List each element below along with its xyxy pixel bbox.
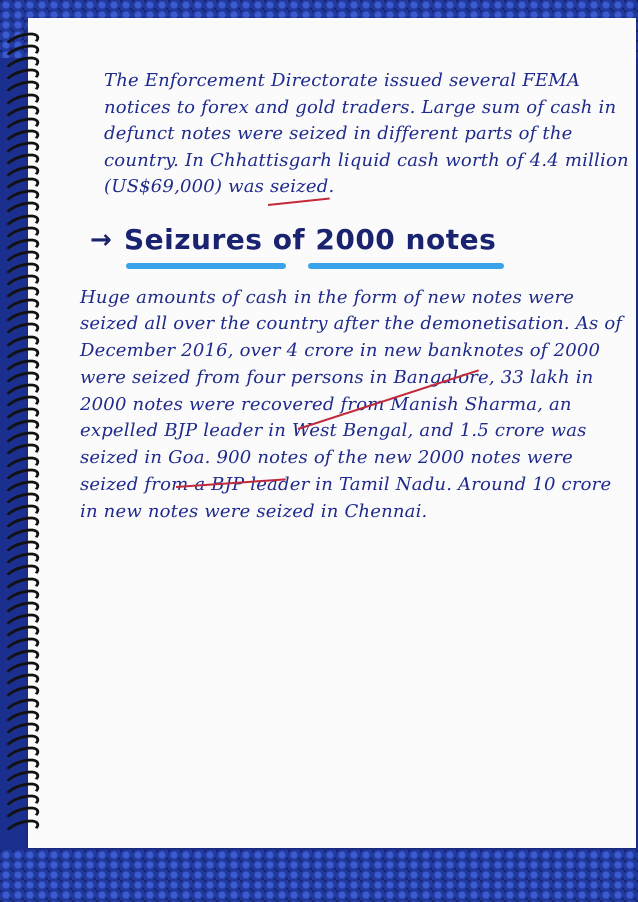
page-content — [72, 68, 632, 526]
paragraph-seizures: Huge amounts of cash in the form of new notes were seized all over the country after the demonetisation. As of December 2016, over 4 crore in new banknotes of 2000 were seized from four persons in Bangalore, 33 lakh in 2000 notes were recovered from Manish Sharma, an expelled BJP leader in West Bengal, and 1.5 crore was seized in Goa. 900 notes of the new 2000 notes were seized from a BJP leader in Tamil Nadu. Around 10 crore in new notes were seized in Chennai. — [80, 286, 623, 522]
heading-text: Seizures of 2000 notes — [124, 222, 497, 256]
notebook-page — [28, 18, 636, 848]
arrow-icon: → — [90, 224, 112, 255]
spiral-binding — [0, 34, 40, 834]
paragraph-enforcement: The Enforcement Directorate issued several FEMA notices to forex and gold traders. Large sum of cash in defunct notes were seized in different parts of the country. In Chhattisgarh liquid cash worth of 4.4 million (US$69,000) was seized. — [104, 70, 629, 197]
heading-highlight-2 — [308, 263, 504, 269]
section-heading — [90, 223, 632, 265]
cover-pattern-bottom — [0, 850, 638, 902]
heading-highlight-1 — [126, 263, 286, 269]
